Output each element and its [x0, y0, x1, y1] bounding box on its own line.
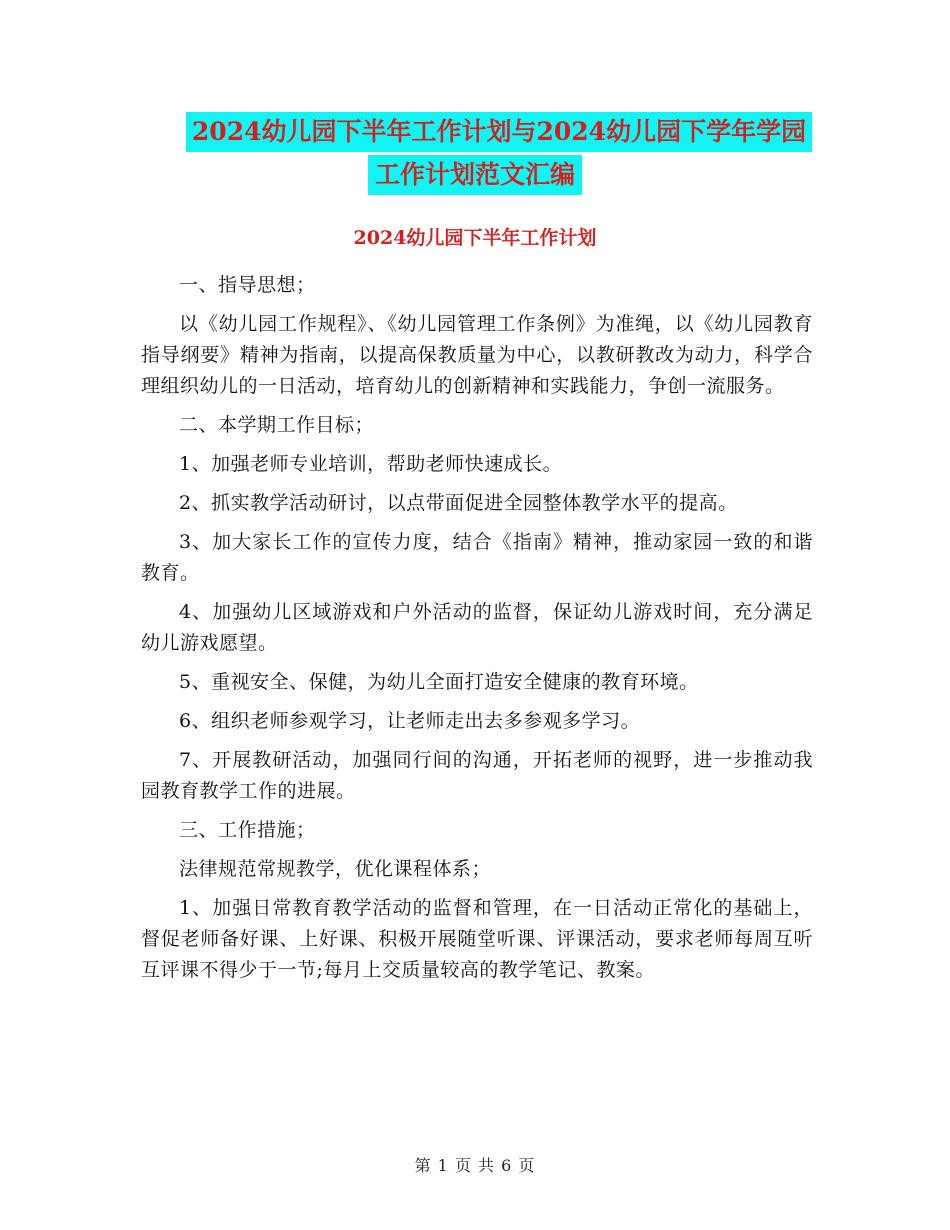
- title-line-2: 工作计划范文汇编: [368, 155, 582, 195]
- measure-item-1: 1、加强日常教育教学活动的监督和管理，在一日活动正常化的基础上，督促老师备好课、上好课、积极开展随堂听课、评课活动，要求老师每周互听互评课不得少于一节;每月上交质量较高的教学笔记、教案。: [141, 897, 813, 981]
- goal-item-3: 3、加大家长工作的宣传力度，结合《指南》精神，推动家园一致的和谐教育。: [141, 531, 813, 584]
- title-line-1: 2024幼儿园下半年工作计划与2024幼儿园下学年学园: [186, 112, 812, 152]
- goal-item-7: 7、开展教研活动，加强同行间的沟通，开拓老师的视野，进一步推动我园教育教学工作的进展。: [141, 749, 813, 802]
- measures-intro: 法律规范常规教学，优化课程体系；: [179, 858, 492, 880]
- heading-guiding-ideology: 一、指导思想；: [179, 274, 316, 296]
- document-body: [141, 270, 813, 994]
- goal-item-1: 1、加强老师专业培训，帮助老师快速成长。: [179, 453, 563, 475]
- page-footer: 第 1 页 共 6 页: [414, 1156, 536, 1175]
- goal-item-2: 2、抓实教学活动研讨，以点带面促进全园整体教学水平的提高。: [179, 492, 738, 514]
- heading-semester-goals: 二、本学期工作目标；: [179, 414, 375, 436]
- goal-item-4: 4、加强幼儿区域游戏和户外活动的监督，保证幼儿游戏时间，充分满足幼儿游戏愿望。: [141, 601, 813, 654]
- paragraph-guiding-ideology: 以《幼儿园工作规程》、《幼儿园管理工作条例》为准绳，以《幼儿园教育指导纲要》精神为指南，以提高保教质量为中心，以教研教改为动力，科学合理组织幼儿的一日活动，培育幼儿的创新精神和实践能力，争创一流服务。: [141, 313, 813, 397]
- goal-item-6: 6、组织老师参观学习，让老师走出去多参观多学习。: [179, 710, 641, 732]
- section-heading: 2024幼儿园下半年工作计划: [353, 227, 597, 249]
- goal-item-5: 5、重视安全、保健，为幼儿全面打造安全健康的教育环境。: [179, 671, 699, 693]
- heading-work-measures: 三、工作措施；: [179, 819, 316, 841]
